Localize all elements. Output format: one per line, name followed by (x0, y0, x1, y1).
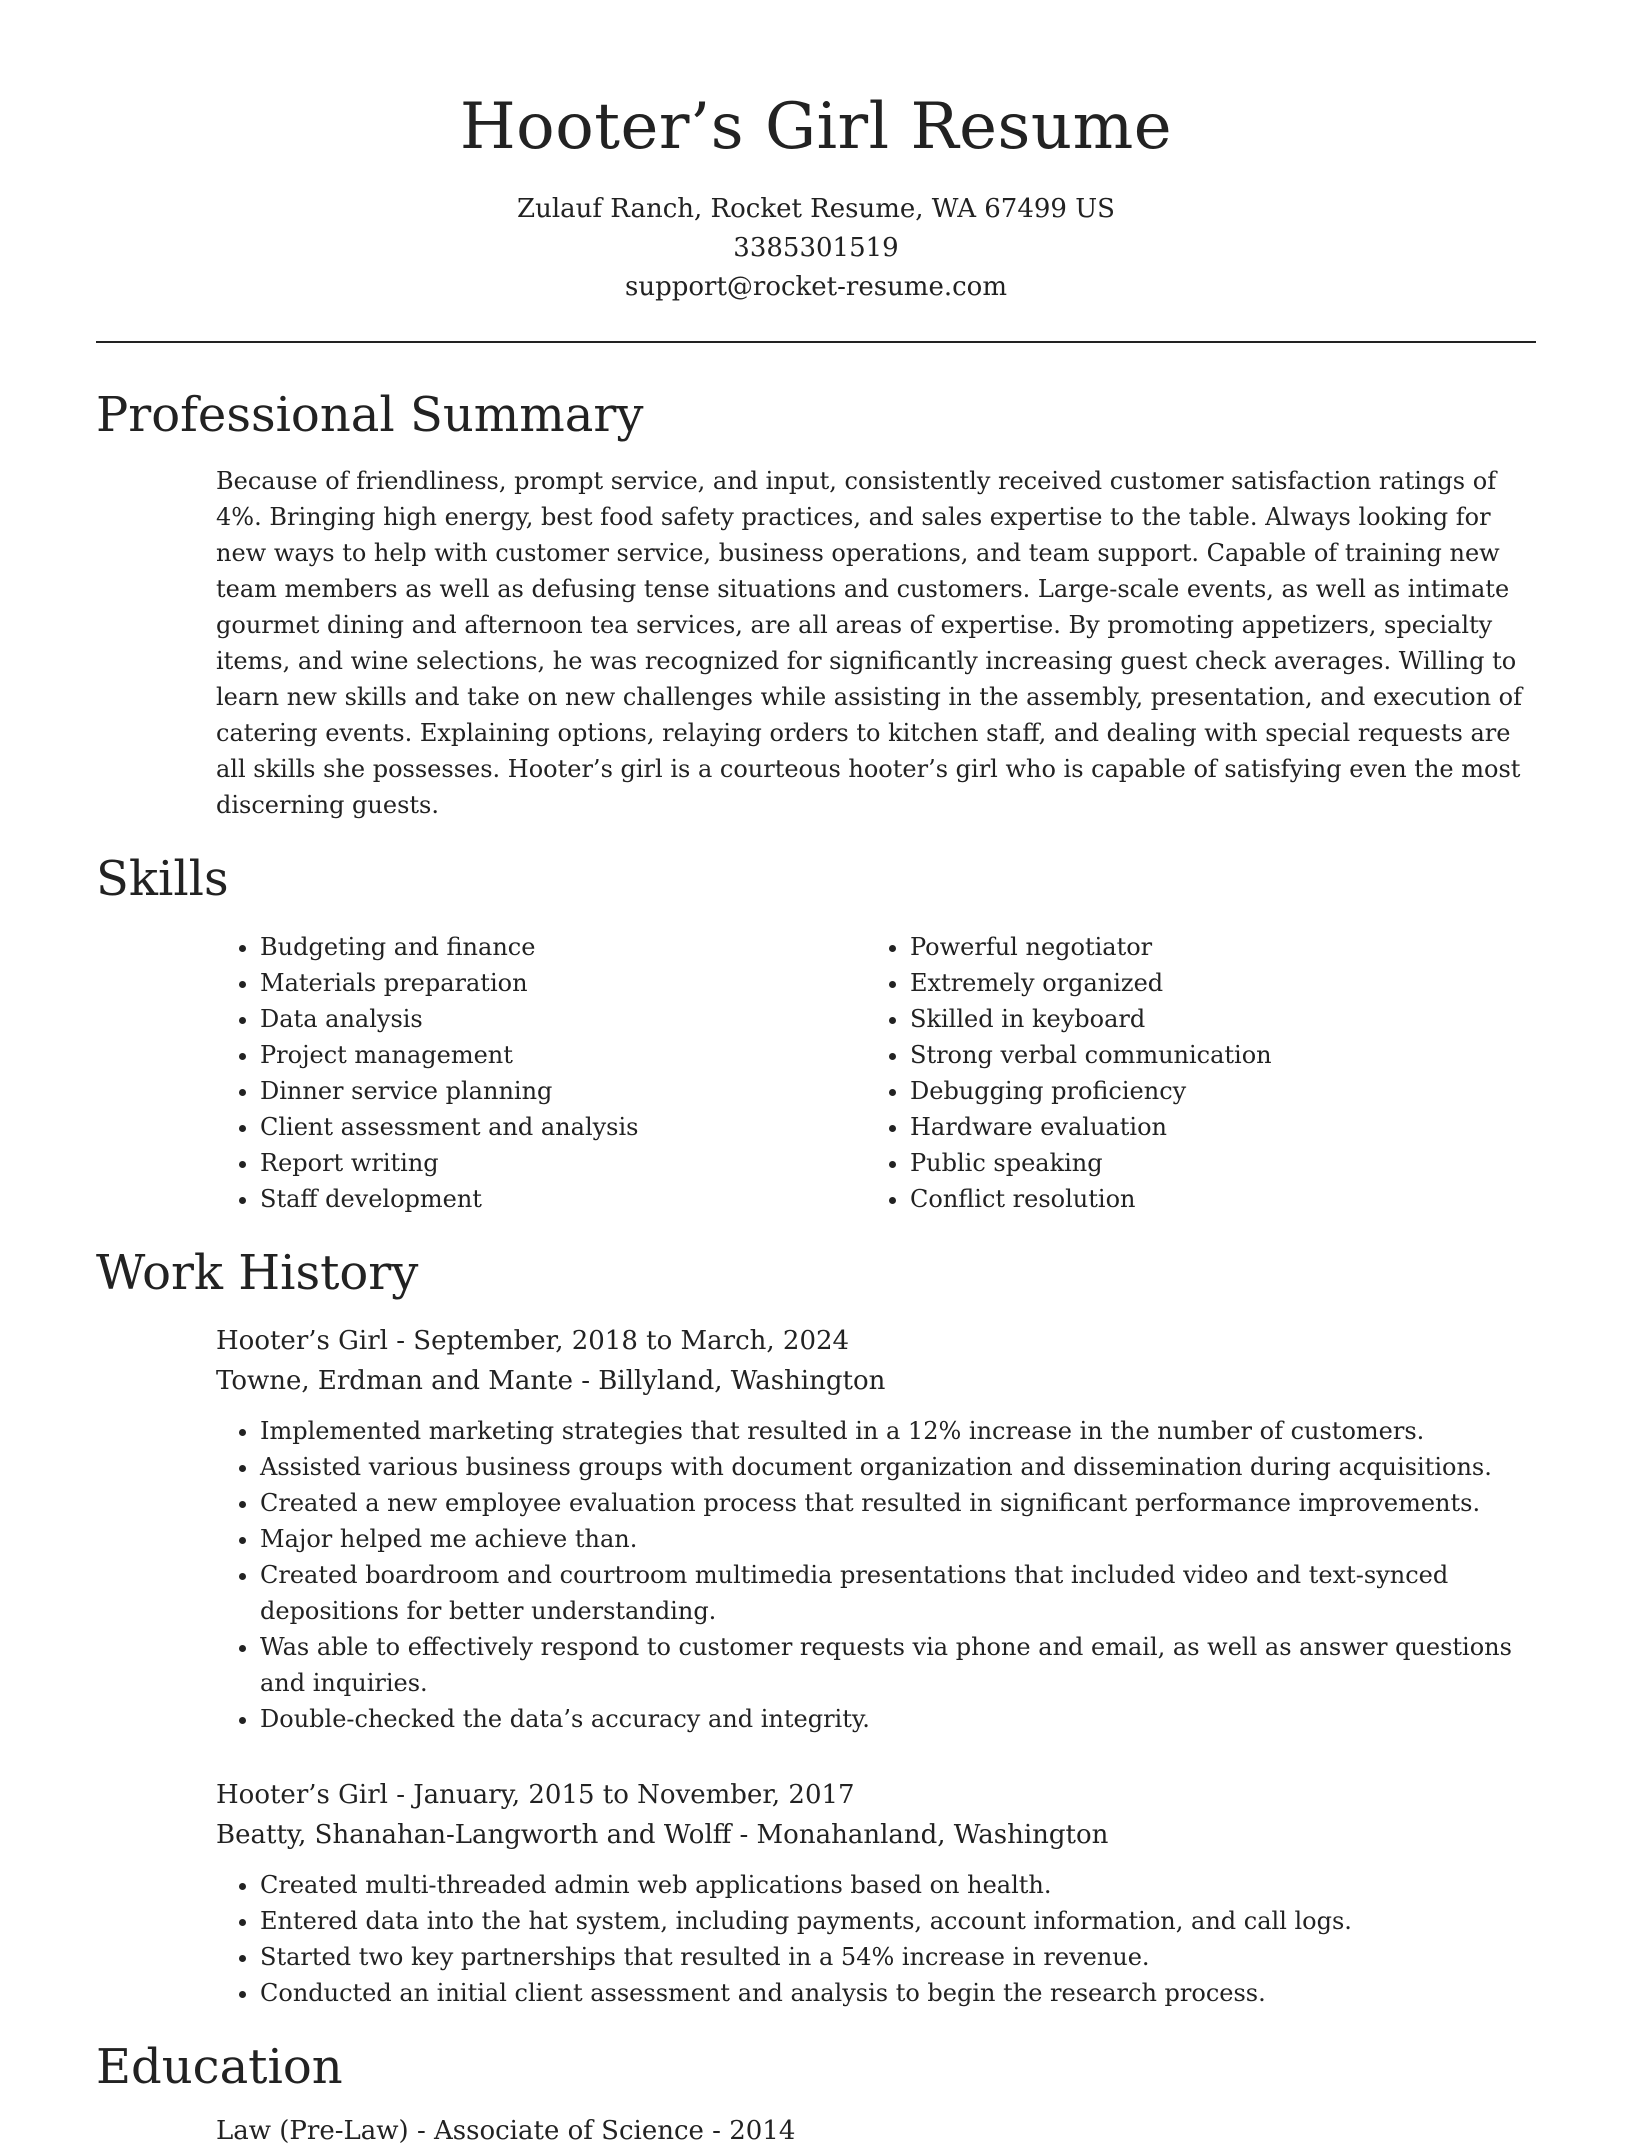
job-bullet: • Conducted an initial client assessment and analysis to begin the research process. (260, 1975, 1536, 2011)
skill-item: • Powerful negotiator (910, 929, 1516, 965)
job-title-line: Hooter’s Girl - September, 2018 to March, 2024 (216, 1326, 850, 1356)
education-heading: Education (96, 2039, 343, 2095)
resume-page (96, 0, 1536, 2151)
job-bullet: • Started two key partnerships that resulted in a 54% increase in revenue. (260, 1939, 1536, 1975)
skill-item: • Debugging proficiency (910, 1073, 1516, 1109)
job-entry (216, 1321, 1536, 1737)
education-entry: Law (Pre-Law) - Associate of Science - 2014 (216, 2116, 796, 2146)
job-bullet: • Entered data into the hat system, including payments, account information, and call logs. (260, 1903, 1536, 1939)
skills-column-right (866, 929, 1516, 1217)
skill-item: • Skilled in keyboard (910, 1001, 1516, 1037)
skill-item: • Report writing (260, 1145, 866, 1181)
skill-item: • Extremely organized (910, 965, 1516, 1001)
skill-item: • Strong verbal communication (910, 1037, 1516, 1073)
skill-item: • Dinner service planning (260, 1073, 866, 1109)
work-history-heading: Work History (96, 1245, 419, 1301)
job-title-line: Hooter’s Girl - January, 2015 to November, 2017 (216, 1780, 855, 1810)
job-bullet: • Double-checked the data’s accuracy and integrity. (260, 1701, 1536, 1737)
skill-item: • Budgeting and finance (260, 929, 866, 965)
skill-item: • Hardware evaluation (910, 1109, 1516, 1145)
skill-item: • Staff development (260, 1181, 866, 1217)
skills-heading: Skills (96, 851, 229, 907)
skill-item: • Project management (260, 1037, 866, 1073)
job-bullet: • Created a new employee evaluation process that resulted in significant performance improvements. (260, 1485, 1536, 1521)
job-bullet: • Assisted various business groups with document organization and dissemination during acquisitions. (260, 1449, 1536, 1485)
contact-phone: 3385301519 (733, 233, 899, 263)
header-divider (96, 341, 1536, 343)
job-bullet-list (216, 1413, 1536, 1737)
job-bullet: • Implemented marketing strategies that resulted in a 12% increase in the number of customers. (260, 1413, 1536, 1449)
job-employer-line: Towne, Erdman and Mante - Billyland, Washington (216, 1366, 886, 1396)
job-bullet-list (216, 1867, 1536, 2011)
skill-item: • Materials preparation (260, 965, 866, 1001)
resume-title: Hooter’s Girl Resume (459, 90, 1173, 164)
contact-block (96, 190, 1536, 307)
skill-item: • Conflict resolution (910, 1181, 1516, 1217)
skills-column-left (216, 929, 866, 1217)
skill-item: • Client assessment and analysis (260, 1109, 866, 1145)
job-bullet: • Major helped me achieve than. (260, 1521, 1536, 1557)
summary-heading: Professional Summary (96, 387, 644, 443)
job-employer-line: Beatty, Shanahan-Langworth and Wolff - Monahanland, Washington (216, 1820, 1109, 1850)
skill-item: • Data analysis (260, 1001, 866, 1037)
summary-text: Because of friendliness, prompt service, and input, consistently received customer satisfaction ratings of 4%. Bringing high energy, best food safety practices, and sales expertise to the table. Always looking for new ways to help with customer service, business operations, and team support. Capable of training new team members as well as defusing tense situations and customers. Large-scale events, as well as intimate gourmet dining and afternoon tea services, are all areas of expertise. By promoting appetizers, specialty items, and wine selections, he was recognized for significantly increasing guest check averages. Willing to learn new skills and take on new challenges while assisting in the assembly, presentation, and execution of catering events. Explaining options, relaying orders to kitchen staff, and dealing with special requests are all skills she possesses. Hooter’s girl is a courteous hooter’s girl who is capable of satisfying even the most discerning guests. (216, 467, 1522, 819)
contact-address: Zulauf Ranch, Rocket Resume, WA 67499 US (517, 194, 1115, 224)
job-bullet: • Was able to effectively respond to customer requests via phone and email, as well as answer questions and inquiries. (260, 1629, 1536, 1701)
skills-list (216, 929, 1536, 1217)
job-entry (216, 1775, 1536, 2011)
job-bullet: • Created multi-threaded admin web applications based on health. (260, 1867, 1536, 1903)
job-bullet: • Created boardroom and courtroom multimedia presentations that included video and text-synced depositions for better understanding. (260, 1557, 1536, 1629)
contact-email: support@rocket-resume.com (624, 272, 1007, 302)
skill-item: • Public speaking (910, 1145, 1516, 1181)
